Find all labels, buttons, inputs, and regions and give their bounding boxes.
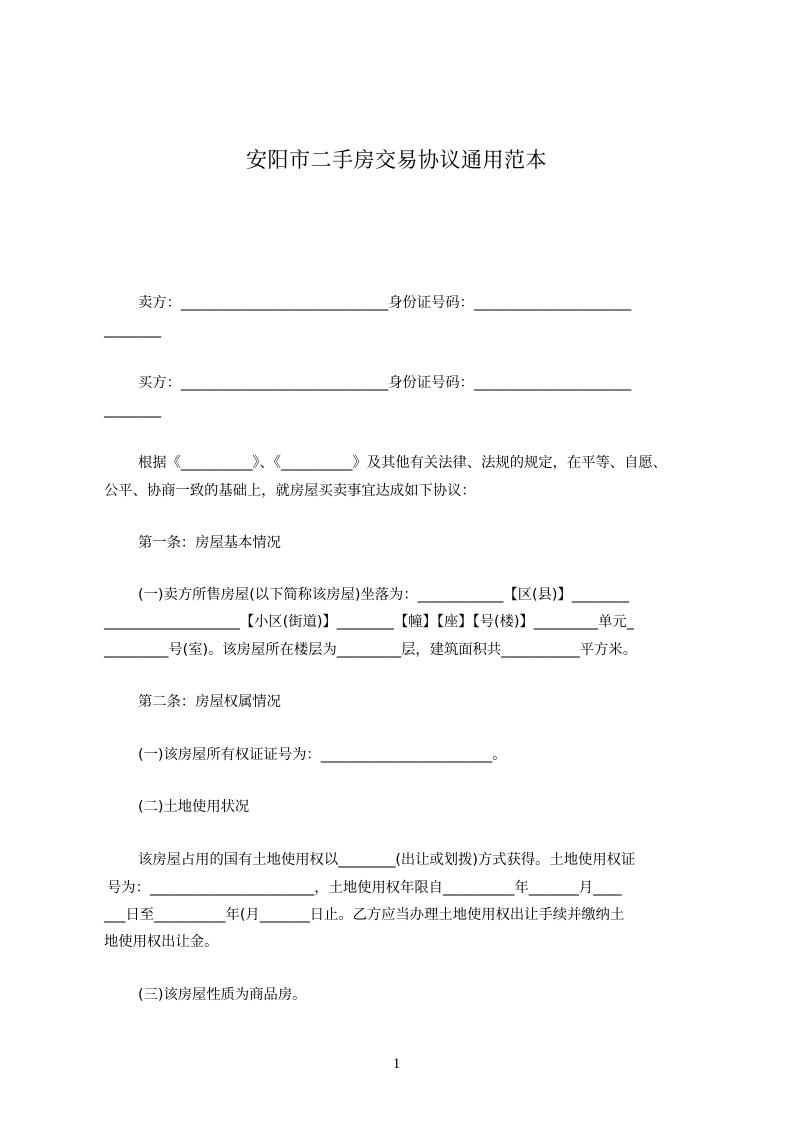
article-2-clause-3: (三)该房屋性质为商品房。	[138, 987, 307, 1003]
preamble-line-2: 公平、协商一致的基础上，就房屋买卖事宜达成如下协议：	[104, 483, 476, 499]
document-title: 安阳市二手房交易协议通用范本	[246, 148, 547, 172]
land-use-line-4: 地使用权出让金。	[104, 934, 219, 950]
article-2-heading: 第二条：房屋权属情况	[138, 694, 281, 710]
article-1-clause-1-line-1: (一)卖方所售房屋(以下简称该房屋)坐落为：____________【区(县)】________	[138, 587, 629, 603]
buyer-line: 买方：_____________________________身份证号码：______________________	[138, 375, 632, 391]
article-1-clause-1-line-3: _________号(室)。该房屋所在楼层为_________层，建筑面积共___________平方米。	[104, 642, 637, 658]
seller-line-continuation: ________	[104, 322, 162, 338]
preamble-line-1: 根据《__________》、《__________》及其他有关法律、法规的规定，在平等、自愿、	[138, 455, 667, 471]
land-use-line-2: 号为：_______________________，土地使用权年限自__________年_______月____	[107, 880, 622, 896]
page-number: 1	[392, 1056, 401, 1072]
article-2-clause-2-heading: (二)土地使用状况	[138, 799, 250, 815]
land-use-line-1: 该房屋占用的国有土地使用权以________(出让或划拨)方式获得。土地使用权证	[138, 852, 636, 868]
land-use-line-3: ___日至__________年(月_______日止。乙方应当办理土地使用权出让手续并缴纳土	[104, 907, 625, 923]
article-1-clause-1-line-2: ___________________【小区(街道)】________【幢】【座】【号(楼)】_________单元_	[104, 614, 634, 630]
buyer-line-continuation: ________	[104, 402, 162, 418]
seller-line: 卖方：_____________________________身份证号码：______________________	[138, 295, 632, 311]
article-1-heading: 第一条：房屋基本情况	[138, 535, 281, 551]
article-2-clause-1: (一)该房屋所有权证证号为：________________________。	[138, 747, 507, 763]
